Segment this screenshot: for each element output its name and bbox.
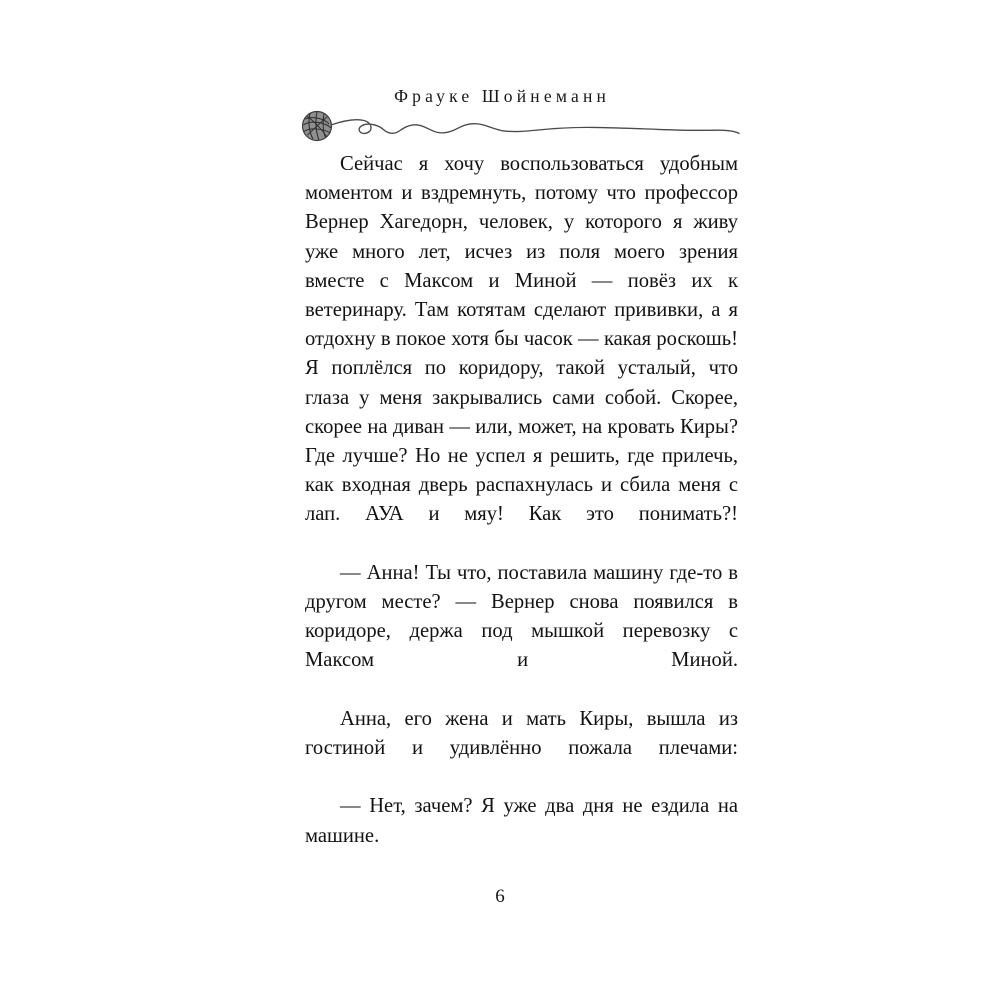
squiggle-rule-icon [298,104,742,144]
running-head-author: Фрауке Шойнеманн [394,86,611,106]
paragraph: — Нет, зачем? Я уже два дня не ездила на машине. [305,795,738,847]
header-ornament [298,104,742,144]
body-text-column [305,150,738,880]
paragraph: — Анна! Ты что, поставила машину где-то в другом месте? — Вернер снова появился в коридоре, держа под мышкой перевозку с Максом и Миной. [305,561,738,672]
page-number: 6 [495,886,505,907]
paragraph: Анна, его жена и мать Киры, вышла из гостиной и удивлённо пожала плечами: [305,707,738,760]
paragraph: Сейчас я хочу воспользоваться удобным моментом и вздремнуть, потому что профессор Вернер Хагедорн, человек, у которого я живу уже много лет, исчез из поля моего зрения вместе с Максом и Миной — повёз их к ветеринару. Там котятам сделают прививки, а я отдохну в покое хотя бы часок — какая роскошь! Я поплёлся по коридору, такой усталый, что глаза у меня закрывались сами собой. Скорее, скорее на диван — или, может, на кровать Киры? Где лучше? Но не успел я решить, где прилечь, как входная дверь распахнулась и сбила меня с лап. АУА и мяу! Как это понимать?! [305,153,738,526]
yarn-ball-icon [303,112,332,141]
